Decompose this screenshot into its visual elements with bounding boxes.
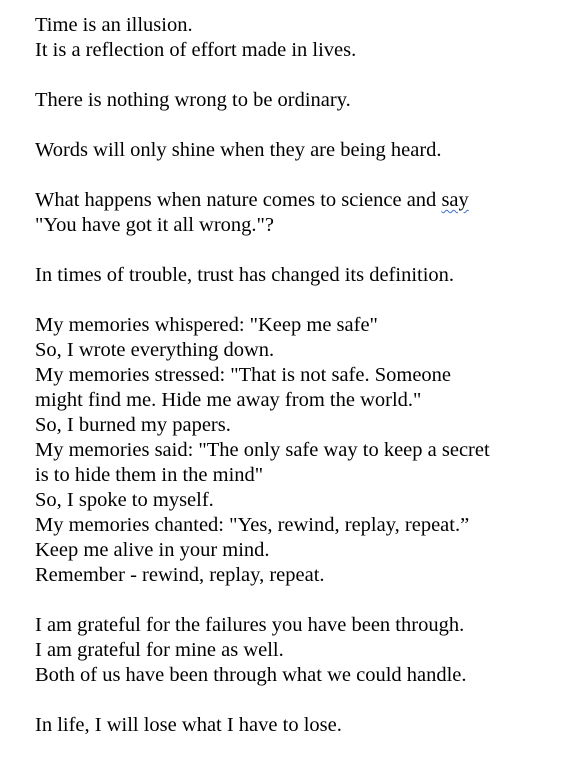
text-line: My memories whispered: "Keep me safe" [35,314,378,336]
text-line: Time is an illusion. [35,14,193,36]
text-line: So, I spoke to myself. [35,489,214,511]
document-body[interactable] [35,13,565,738]
text-line: So, I wrote everything down. [35,339,275,361]
text-line: My memories stressed: "That is not safe. Someone [35,364,452,386]
text-line: There is nothing wrong to be ordinary. [35,89,351,111]
text-segment: What happens when nature comes to science and [35,189,442,211]
text-line: Both of us have been through what we could handle. [35,664,467,686]
text-line: It is a reflection of effort made in lives. [35,39,357,61]
text-line: In times of trouble, trust has changed its definition. [35,264,455,286]
text-line: "You have got it all wrong."? [35,214,274,236]
paragraph-gap [35,688,565,713]
text-line: might find me. Hide me away from the world." [35,389,422,411]
paragraph-gap [35,163,565,188]
paragraph-gap [35,113,565,138]
paragraph-gap [35,288,565,313]
text-line: So, I burned my papers. [35,414,231,436]
text-line: Keep me alive in your mind. [35,539,270,561]
text-line: Remember - rewind, replay, repeat. [35,564,325,586]
text-line: My memories chanted: "Yes, rewind, replay, repeat.” [35,514,470,536]
spellcheck-flagged-word[interactable]: say [441,189,469,211]
paragraph-gap [35,63,565,88]
paragraph-gap [35,588,565,613]
text-line-with-flag [35,188,565,213]
text-line: is to hide them in the mind" [35,464,264,486]
text-line: Words will only shine when they are being heard. [35,139,442,161]
text-line: In life, I will lose what I have to lose. [35,714,342,736]
text-line: I am grateful for mine as well. [35,639,284,661]
paragraph-gap [35,238,565,263]
text-line: I am grateful for the failures you have been through. [35,614,465,636]
text-line: My memories said: "The only safe way to keep a secret [35,439,490,461]
